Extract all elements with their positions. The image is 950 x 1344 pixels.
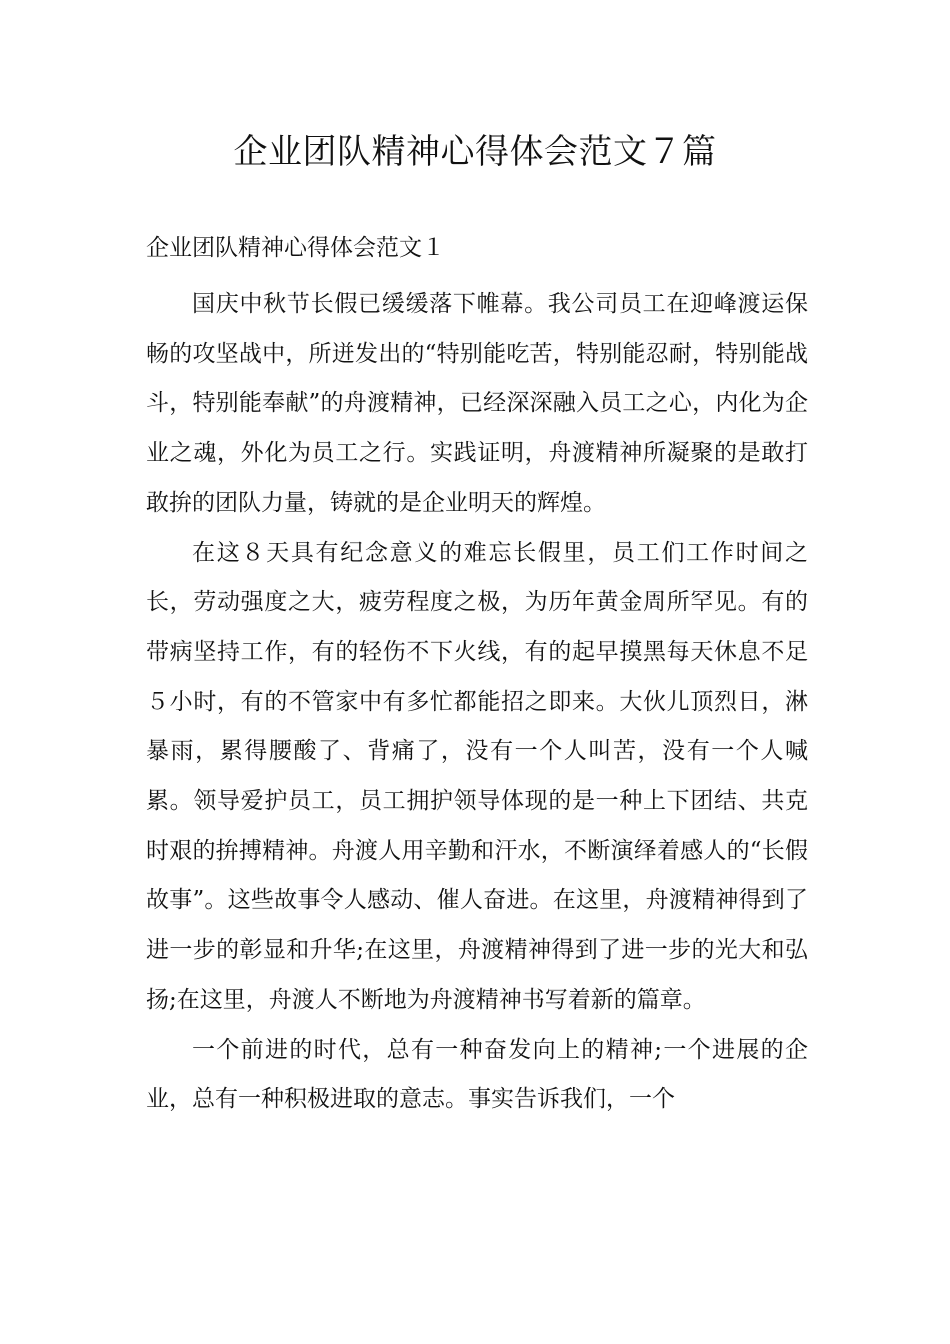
section-heading: 企业团队精神心得体会范文１	[146, 235, 445, 261]
document-title: 企业团队精神心得体会范文７篇	[233, 132, 717, 172]
body-text	[146, 280, 808, 1125]
paragraph-2: 在这８天具有纪念意义的难忘长假里，员工们工作时间之长，劳动强度之大，疲劳程度之极，为历年黄金周所罕见。有的带病坚持工作，有的轻伤不下火线，有的起早摸黑每天休息不足５小时，有的不管家中有多忙都能招之即来。大伙儿顶烈日，淋暴雨，累得腰酸了、背痛了，没有一个人叫苦，没有一个人喊累。领导爱护员工，员工拥护领导体现的是一种上下团结、共克时艰的拚搏精神。舟渡人用辛勤和汗水，不断演绎着感人的“长假故事”。这些故事令人感动、催人奋进。在这里，舟渡精神得到了进一步的彰显和升华;在这里，舟渡精神得到了进一步的光大和弘扬;在这里，舟渡人不断地为舟渡精神书写着新的篇章。	[146, 539, 808, 1013]
paragraph-3: 一个前进的时代，总有一种奋发向上的精神;一个进展的企业，总有一种积极进取的意志。事实告诉我们，一个	[146, 1036, 808, 1113]
paragraph-1: 国庆中秋节长假已缓缓落下帷幕。我公司员工在迎峰渡运保畅的攻坚战中，所迸发出的“特别能吃苦，特别能忍耐，特别能战斗，特别能奉献”的舟渡精神，已经深深融入员工之心，内化为企业之魂，外化为员工之行。实践证明，舟渡精神所凝聚的是敢打敢拚的团队力量，铸就的是企业明天的辉煌。	[146, 291, 808, 516]
